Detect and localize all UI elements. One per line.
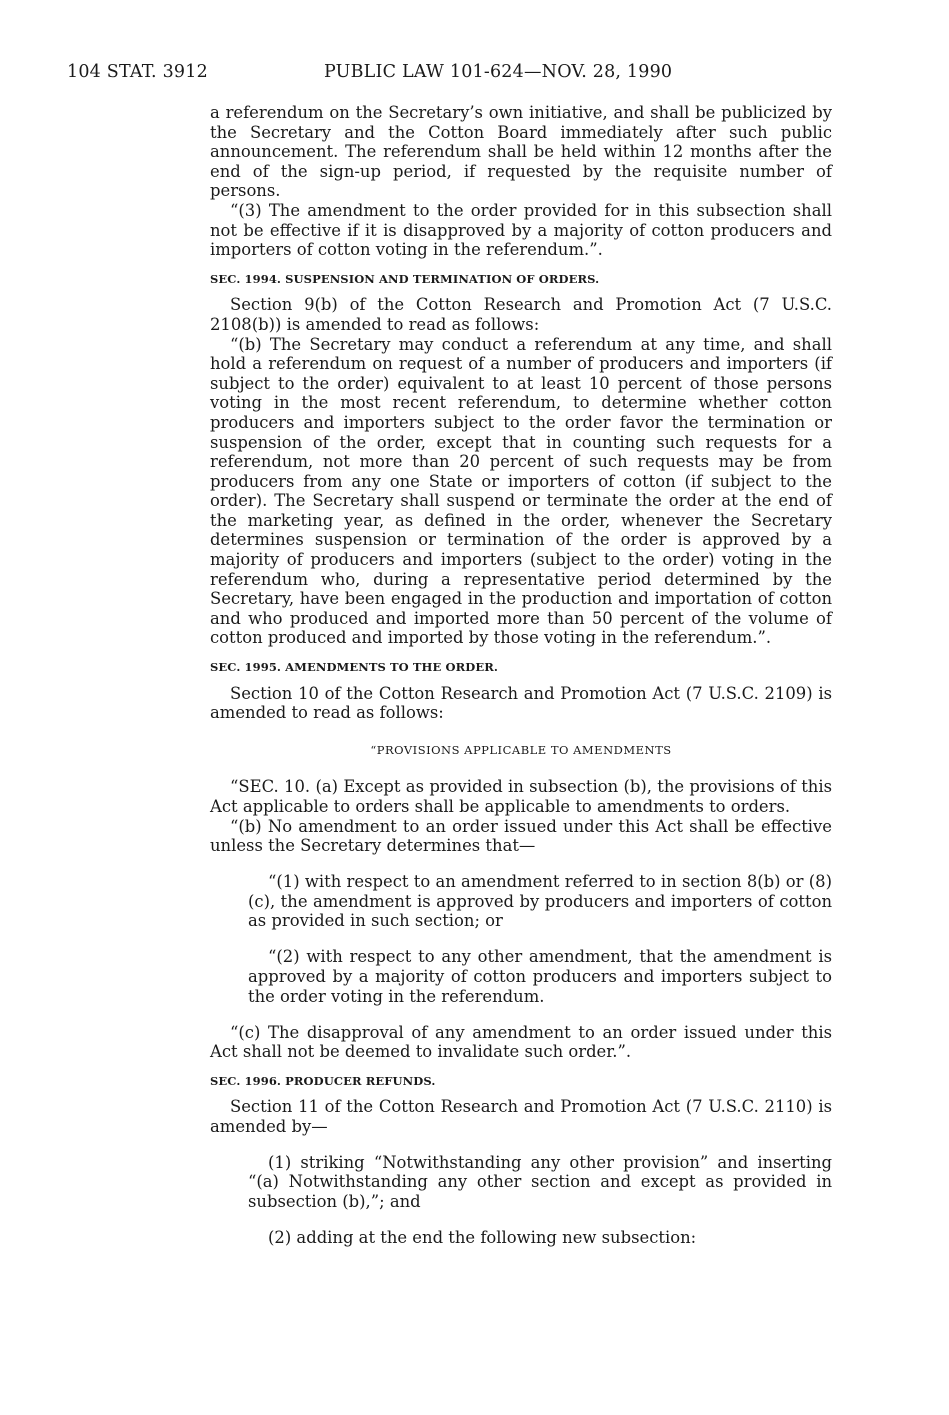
- list-item: “(2) with respect to any other amendment, that the amendment is approved by a majority of cotton producers and importers subject to the order voting in the referendum.: [248, 947, 832, 1006]
- section-heading-1996: SEC. 1996. PRODUCER REFUNDS.: [210, 1073, 436, 1088]
- list-item: (2) adding at the end the following new subsection:: [268, 1228, 697, 1248]
- paragraph: Section 10 of the Cotton Research and Promotion Act (7 U.S.C. 2109) is amended to read as follows:: [210, 683, 832, 723]
- paragraph: a referendum on the Secretary’s own initiative, and shall be publicized by the Secretary and the Cotton Board immediately after such public announcement. The referendum shall be held within 12 months after the end of the sign-up period, if requested by the requisite number of persons.: [210, 103, 832, 201]
- paragraph: “(b) No amendment to an order issued under this Act shall be effective unless the Secretary determines that—: [210, 816, 832, 856]
- document-body: [210, 103, 832, 1264]
- paragraph: Section 11 of the Cotton Research and Promotion Act (7 U.S.C. 2110) is amended by—: [210, 1097, 832, 1136]
- subheading-provisions: “PROVISIONS APPLICABLE TO AMENDMENTS: [370, 742, 672, 757]
- section-heading-1994: SEC. 1994. SUSPENSION AND TERMINATION OF ORDERS.: [210, 271, 600, 286]
- list-item: (1) striking “Notwithstanding any other provision” and inserting “(a) Notwithstanding any other section and except as provided in subsection (b),”; and: [248, 1152, 832, 1212]
- public-law-title: PUBLIC LAW 101-624—NOV. 28, 1990: [324, 62, 673, 82]
- paragraph: “SEC. 10. (a) Except as provided in subsection (b), the provisions of this Act applicable to orders shall be applicable to amendments to orders.: [210, 777, 832, 816]
- paragraph: “(3) The amendment to the order provided for in this subsection shall not be effective if it is disapproved by a majority of cotton producers and importers of cotton voting in the referendum.”.: [210, 200, 832, 260]
- paragraph: “(c) The disapproval of any amendment to an order issued under this Act shall not be deemed to invalidate such order.”.: [210, 1022, 832, 1062]
- section-heading-1995: SEC. 1995. AMENDMENTS TO THE ORDER.: [210, 660, 498, 675]
- list-item: “(1) with respect to an amendment referred to in section 8(b) or (8)(c), the amendment is approved by producers and importers of cotton as provided in such section; or: [248, 872, 832, 931]
- paragraph: “(b) The Secretary may conduct a referendum at any time, and shall hold a referendum on request of a number of producers and importers (if subject to the order) equivalent to at least 10 percent of those persons voting in the most recent referendum, to determine whether cotton producers and importers subject to the order favor the termination or suspension of the order, except that in counting such requests for a referendum, not more than 20 percent of such requests may be from producers from any one State or importers of cotton (if subject to the order). The Secretary shall suspend or terminate the order at the end of the marketing year, as defined in the order, whenever the Secretary determines suspension or termination of the order is approved by a majority of producers and importers (subject to the order) voting in the referendum who, during a representative period determined by the Secretary, have been engaged in the production and importation of cotton and who produced and imported more than 50 percent of the volume of cotton produced and imported by those voting in the referendum.”.: [210, 334, 832, 648]
- stat-citation: 104 STAT. 3912: [67, 62, 208, 82]
- paragraph: Section 9(b) of the Cotton Research and Promotion Act (7 U.S.C. 2108(b)) is amended to read as follows:: [210, 295, 832, 334]
